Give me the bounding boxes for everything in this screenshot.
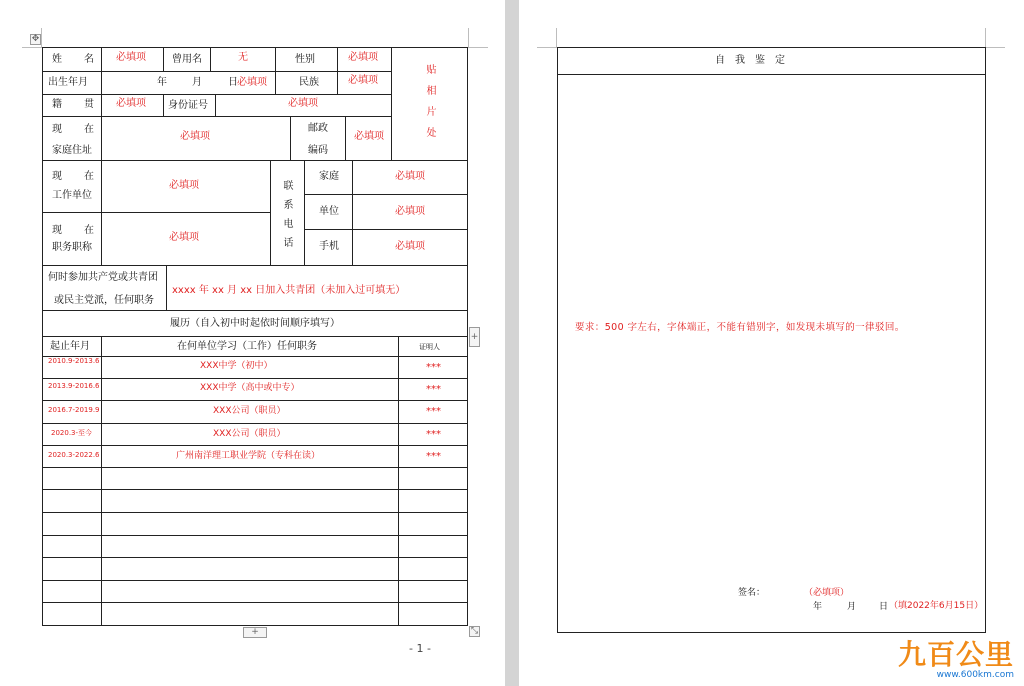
resume-row-witness[interactable]: *** <box>426 451 441 462</box>
site-watermark-logo <box>898 640 1014 680</box>
logo-url-text: www.600km.com <box>936 670 1014 680</box>
date-month: 月 <box>847 602 857 612</box>
resume-title: 履历（自入初中时起依时间顺序填写） <box>170 318 340 329</box>
mobile-field[interactable]: 必填项 <box>395 241 425 252</box>
page-gap <box>505 0 519 686</box>
duty-label-line2: 职务职称 <box>52 242 92 253</box>
birth-label: 出生年月 <box>48 77 88 88</box>
work-label-line1: 现 在 <box>52 171 100 182</box>
resume-row-period[interactable]: 2016.7-2019.9 <box>48 406 100 414</box>
resume-row-witness[interactable]: *** <box>426 406 441 417</box>
name-field[interactable]: 必填项 <box>116 52 146 63</box>
table-move-handle[interactable]: ✥ <box>31 34 40 44</box>
ethnicity-label: 民族 <box>299 77 319 88</box>
add-row-button[interactable]: + <box>243 627 267 638</box>
resume-row-unit[interactable]: XXX中学（初中） <box>200 361 273 371</box>
resume-row-witness[interactable]: *** <box>426 384 441 395</box>
form-page <box>0 0 505 686</box>
postal-label-line1: 邮政 <box>308 123 328 134</box>
birth-month: 月 <box>192 77 202 88</box>
id-number-field[interactable]: 必填项 <box>288 98 318 109</box>
duty-label-line1: 现 在 <box>52 225 100 236</box>
resume-row-unit[interactable]: XXX中学（高中或中专） <box>200 383 300 393</box>
address-field[interactable]: 必填项 <box>180 131 210 142</box>
name-label: 姓 名 <box>52 54 100 65</box>
party-label-line1: 何时参加共产党或共青团 <box>48 272 158 283</box>
date-year: 年 <box>813 602 823 612</box>
work-phone-field[interactable]: 必填项 <box>395 206 425 217</box>
resume-row-witness[interactable]: *** <box>426 362 441 373</box>
resume-row-period[interactable]: 2010.9-2013.6 <box>48 357 100 365</box>
id-number-label: 身份证号 <box>168 100 208 111</box>
mobile-label: 手机 <box>319 241 339 252</box>
home-phone-label: 家庭 <box>319 171 339 182</box>
birth-day: 日 <box>228 77 238 88</box>
work-field[interactable]: 必填项 <box>169 180 199 191</box>
col-witness-header: 证明人 <box>419 343 440 351</box>
appraisal-title: 自 我 鉴 定 <box>715 55 785 66</box>
date-note: （填2022年6月15日） <box>889 601 984 611</box>
work-label-line2: 工作单位 <box>52 190 92 201</box>
contact-phone-label: 联系电话 <box>281 180 292 256</box>
home-phone-field[interactable]: 必填项 <box>395 171 425 182</box>
resume-row-period[interactable]: 2020.3-2022.6 <box>48 451 100 459</box>
resume-row-unit[interactable]: 广州南洋理工职业学院（专科在读） <box>176 451 321 461</box>
gender-label: 性别 <box>295 54 315 65</box>
native-place-label: 籍 贯 <box>52 99 100 110</box>
address-label-line2: 家庭住址 <box>52 145 92 156</box>
postal-label-line2: 编码 <box>308 145 328 156</box>
former-name-field[interactable]: 无 <box>238 52 248 63</box>
date-day: 日 <box>879 602 889 612</box>
birth-year: 年 <box>157 77 167 88</box>
photo-placeholder: 贴相片处 <box>424 64 435 148</box>
party-field[interactable]: xxxx 年 xx 月 xx 日加入共青团（未加入过可填无） <box>172 285 406 296</box>
ethnicity-field[interactable]: 必填项 <box>348 75 378 86</box>
logo-brand-text: 九百公里 <box>897 638 1014 671</box>
resume-row-period[interactable]: 2013.9-2016.6 <box>48 382 100 390</box>
add-column-button[interactable]: + <box>469 327 480 347</box>
signature-field[interactable]: （必填项） <box>804 588 850 598</box>
appraisal-page <box>519 0 1024 686</box>
page-number: - 1 - <box>409 642 431 655</box>
col-position-header: 在何单位学习（工作）任何职务 <box>177 341 317 352</box>
resume-row-unit[interactable]: XXX公司（职员） <box>213 406 286 416</box>
resume-row-period[interactable]: 2020.3-至今 <box>51 429 93 437</box>
appraisal-requirement: 要求：500 字左右，字体端正，不能有错别字，如发现未填写的一律驳回。 <box>575 322 905 333</box>
birth-field[interactable]: 必填项 <box>237 77 267 88</box>
party-label-line2: 或民主党派，任何职务 <box>54 295 154 306</box>
gender-field[interactable]: 必填项 <box>348 52 378 63</box>
former-name-label: 曾用名 <box>172 54 202 65</box>
resume-row-unit[interactable]: XXX公司（职员） <box>213 429 286 439</box>
native-place-field[interactable]: 必填项 <box>116 98 146 109</box>
signature-label: 签名： <box>738 588 766 598</box>
table-resize-handle[interactable]: ⤡ <box>470 626 479 636</box>
work-phone-label: 单位 <box>319 206 339 217</box>
resume-row-witness[interactable]: *** <box>426 429 441 440</box>
duty-field[interactable]: 必填项 <box>169 232 199 243</box>
col-period-header: 起止年月 <box>50 341 90 352</box>
address-label-line1: 现 在 <box>52 124 100 135</box>
postal-field[interactable]: 必填项 <box>354 131 384 142</box>
